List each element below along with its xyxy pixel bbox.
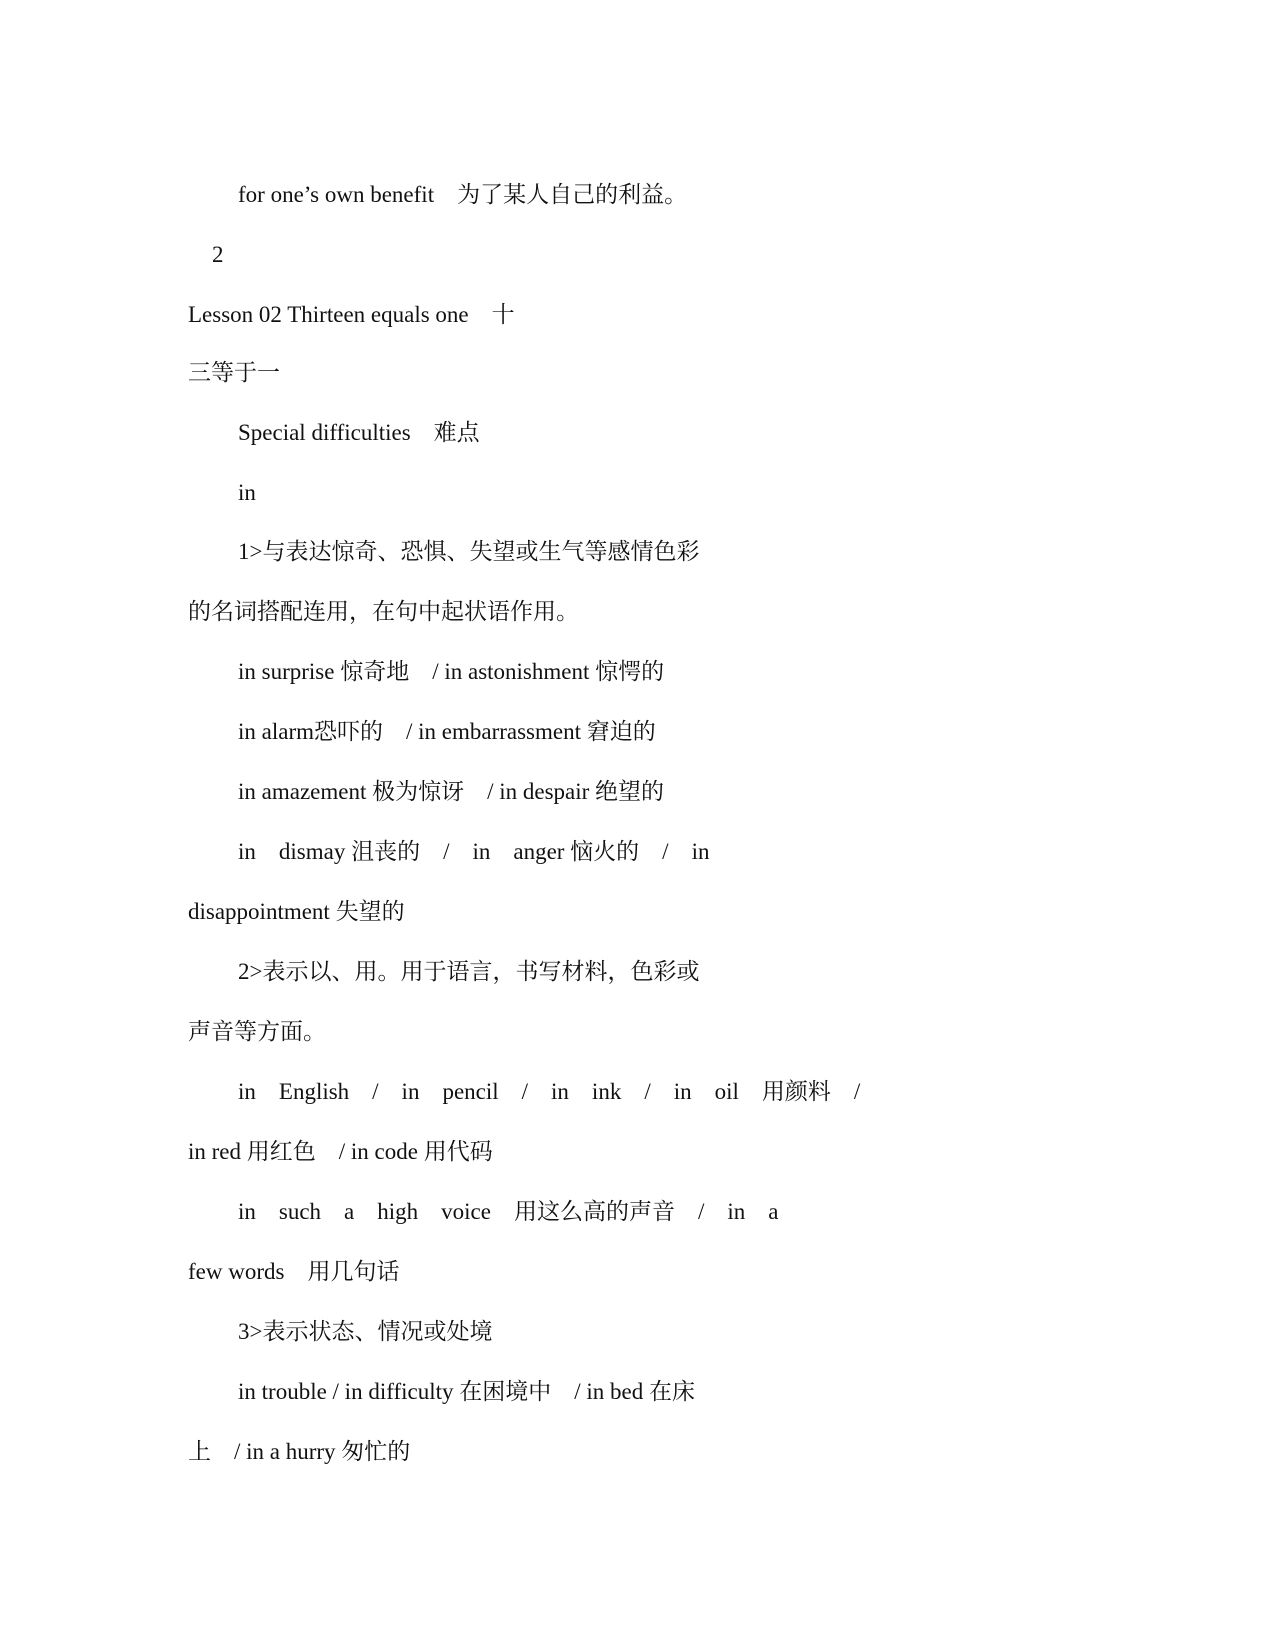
example-line-4: in dismay 沮丧的 / in anger 恼火的 / in: [238, 839, 710, 864]
text-line-benefit: for one’s own benefit 为了某人自己的利益。: [238, 182, 688, 207]
section-heading: Special difficulties 难点: [238, 420, 480, 445]
usage-2-line-1: 2>表示以、用。用于语言，书写材料，色彩或: [238, 959, 700, 984]
lesson-title-line-1: Lesson 02 Thirteen equals one 十: [188, 302, 515, 327]
example-line-3: in amazement 极为惊讶 / in despair 绝望的: [238, 779, 665, 804]
page-number: 2: [212, 242, 224, 267]
usage-1-line-1: 1>与表达惊奇、恐惧、失望或生气等感情色彩: [238, 539, 700, 564]
lesson-title-line-2: 三等于一: [188, 360, 280, 385]
example-line-9: few words 用几句话: [188, 1259, 400, 1284]
example-line-8: in such a high voice 用这么高的声音 / in a: [238, 1199, 779, 1224]
usage-2-line-2: 声音等方面。: [188, 1019, 326, 1044]
example-line-2: in alarm恐吓的 / in embarrassment 窘迫的: [238, 719, 656, 744]
example-line-1: in surprise 惊奇地 / in astonishment 惊愕的: [238, 659, 665, 684]
example-line-6: in English / in pencil / in ink / in oil 用颜料 /: [238, 1079, 861, 1104]
example-line-11: 上 / in a hurry 匆忙的: [188, 1439, 411, 1464]
example-line-5: disappointment 失望的: [188, 899, 405, 924]
example-line-7: in red 用红色 / in code 用代码: [188, 1139, 493, 1164]
example-line-10: in trouble / in difficulty 在困境中 / in bed 在床: [238, 1379, 695, 1404]
usage-3-line: 3>表示状态、情况或处境: [238, 1319, 493, 1344]
usage-1-line-2: 的名词搭配连用，在句中起状语作用。: [188, 599, 579, 624]
keyword-line: in: [238, 480, 256, 505]
